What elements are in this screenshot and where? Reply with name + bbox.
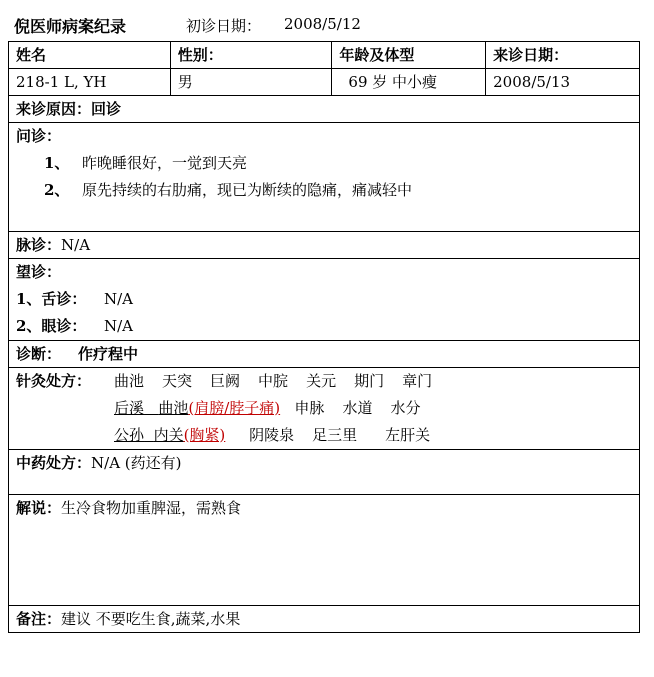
inquiry-cell [9,123,640,232]
acupuncture-label: 针灸处方： [16,372,92,390]
acupoint: 中脘 [258,372,289,390]
acupoint: 巨阙 [210,372,241,390]
inquiry-item [16,177,639,204]
acupoint: 章门 [402,372,433,390]
herbal-label: 中药处方： [16,454,92,472]
patient-name: 218-1 L, YH [9,69,171,96]
observation-row [9,259,640,341]
observation-cell [9,259,640,341]
reason-row [9,96,640,123]
explanation-cell [9,495,640,606]
acupoint: 水道 [342,399,373,417]
acupuncture-row [9,368,640,450]
reason-cell [9,96,640,123]
first-visit-label: 初诊日期： [186,17,262,35]
record-title: 倪医师病案纪录 [14,17,127,36]
observation-label: 望诊： [16,263,62,281]
acupoint: 天突 [162,372,193,390]
diagnosis-row [9,341,640,368]
acupoint: 关元 [306,372,337,390]
age-header: 年龄及体型 [332,42,486,69]
reason-label: 来诊原因： [16,100,92,118]
acupoint: 内关 [153,426,184,444]
acupoint: 左肝关 [385,426,431,444]
acupuncture-line-1 [16,368,639,395]
pulse-value: N/A [61,236,91,254]
acupoint: 期门 [354,372,385,390]
inquiry-item-number: 1、 [44,154,70,172]
diagnosis-label: 诊断： [16,345,62,363]
notes-label: 备注： [16,610,62,628]
herbal-cell [9,450,640,495]
first-visit-date: 2008/5/12 [284,15,361,33]
visit-date: 2008/5/13 [486,69,640,96]
herbal-row [9,450,640,495]
notes-value: 建议 不要吃生食,蔬菜,水果 [61,610,241,628]
eye-value: N/A [104,317,134,335]
tongue-label: 1、舌诊： [16,290,87,308]
acupoint: 阴陵泉 [249,426,295,444]
patient-age: 69 岁 中小瘦 [332,69,486,96]
acupoint: 申脉 [294,399,325,417]
patient-info-row [9,69,640,96]
name-header: 姓名 [9,42,171,69]
diagnosis-cell [9,341,640,368]
explanation-value: 生冷食物加重脾湿，需熟食 [61,499,242,517]
medical-record-table [8,41,640,633]
acupoint: 曲池 [158,399,189,417]
acupuncture-line-3 [16,422,639,449]
tongue-value: N/A [104,290,134,308]
notes-cell [9,606,640,633]
explanation-row [9,495,640,606]
pulse-row [9,232,640,259]
patient-header-row [9,42,640,69]
pulse-cell [9,232,640,259]
acupuncture-cell [9,368,640,450]
acupoint: 公孙 [114,426,145,444]
notes-row [9,606,640,633]
acupoint: 水分 [390,399,421,417]
eye-line [16,313,639,340]
gender-header: 性别： [170,42,332,69]
visit-date-header: 来诊日期： [486,42,640,69]
inquiry-item-text: 原先持续的右肋痛，现已为断续的隐痛，痛减轻中 [82,181,413,199]
acupoint-note: (肩膀/脖子痛) [188,399,281,417]
diagnosis-value: 作疗程中 [78,345,139,363]
eye-label: 2、眼诊： [16,317,87,335]
patient-gender: 男 [170,69,332,96]
explanation-label: 解说： [16,499,62,517]
acupoint: 足三里 [312,426,358,444]
acupuncture-line-2 [16,395,639,422]
tongue-line [16,286,639,313]
acupoint: 后溪 [114,399,145,417]
acupoint: 曲池 [114,372,145,390]
inquiry-item [16,150,639,177]
inquiry-label: 问诊： [16,127,62,145]
herbal-value: N/A (药还有) [91,454,182,472]
pulse-label: 脉诊： [16,236,62,254]
reason-value: 回诊 [91,100,122,118]
inquiry-item-text: 昨晚睡很好，一觉到天亮 [82,154,248,172]
inquiry-row [9,123,640,232]
acupoint-note: (胸紧) [183,426,226,444]
inquiry-item-number: 2、 [44,181,70,199]
